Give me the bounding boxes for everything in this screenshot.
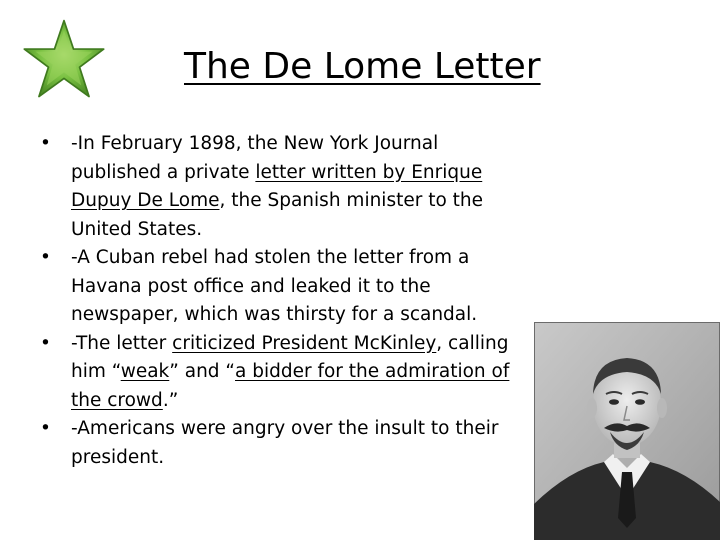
bullet-text: ” and “	[169, 361, 236, 382]
bullet-item	[40, 130, 520, 244]
bullet-text: .”	[162, 389, 179, 411]
bullet-text: , the Spanish minister to the United States.	[71, 190, 484, 240]
portrait-image	[534, 322, 720, 540]
bullet-item	[40, 415, 520, 472]
bullet-item	[40, 244, 520, 330]
bullet-text: , calling him “	[71, 332, 509, 382]
bullet-text: -Americans were angry over the insult to their president.	[71, 418, 499, 468]
underlined-phrase: criticized President McKinley	[172, 332, 437, 354]
bullet-list	[40, 130, 520, 472]
bullet-item	[40, 330, 520, 416]
slide-title: The De Lome Letter	[184, 46, 541, 87]
underlined-phrase: weak	[120, 361, 170, 382]
underlined-phrase: a bidder for the admiration of the crowd	[71, 361, 510, 411]
bullet-text: -The letter	[71, 332, 173, 354]
bullet-text: -A Cuban rebel had stolen the letter from a Havana post office and leaked it to the newspaper, which was thirsty for a scandal.	[71, 247, 478, 325]
underlined-phrase: letter written by Enrique Dupuy De Lome	[71, 161, 483, 211]
green-star-icon	[20, 18, 108, 100]
bullet-text: -In February 1898, the New York Journal published a private	[71, 133, 439, 183]
